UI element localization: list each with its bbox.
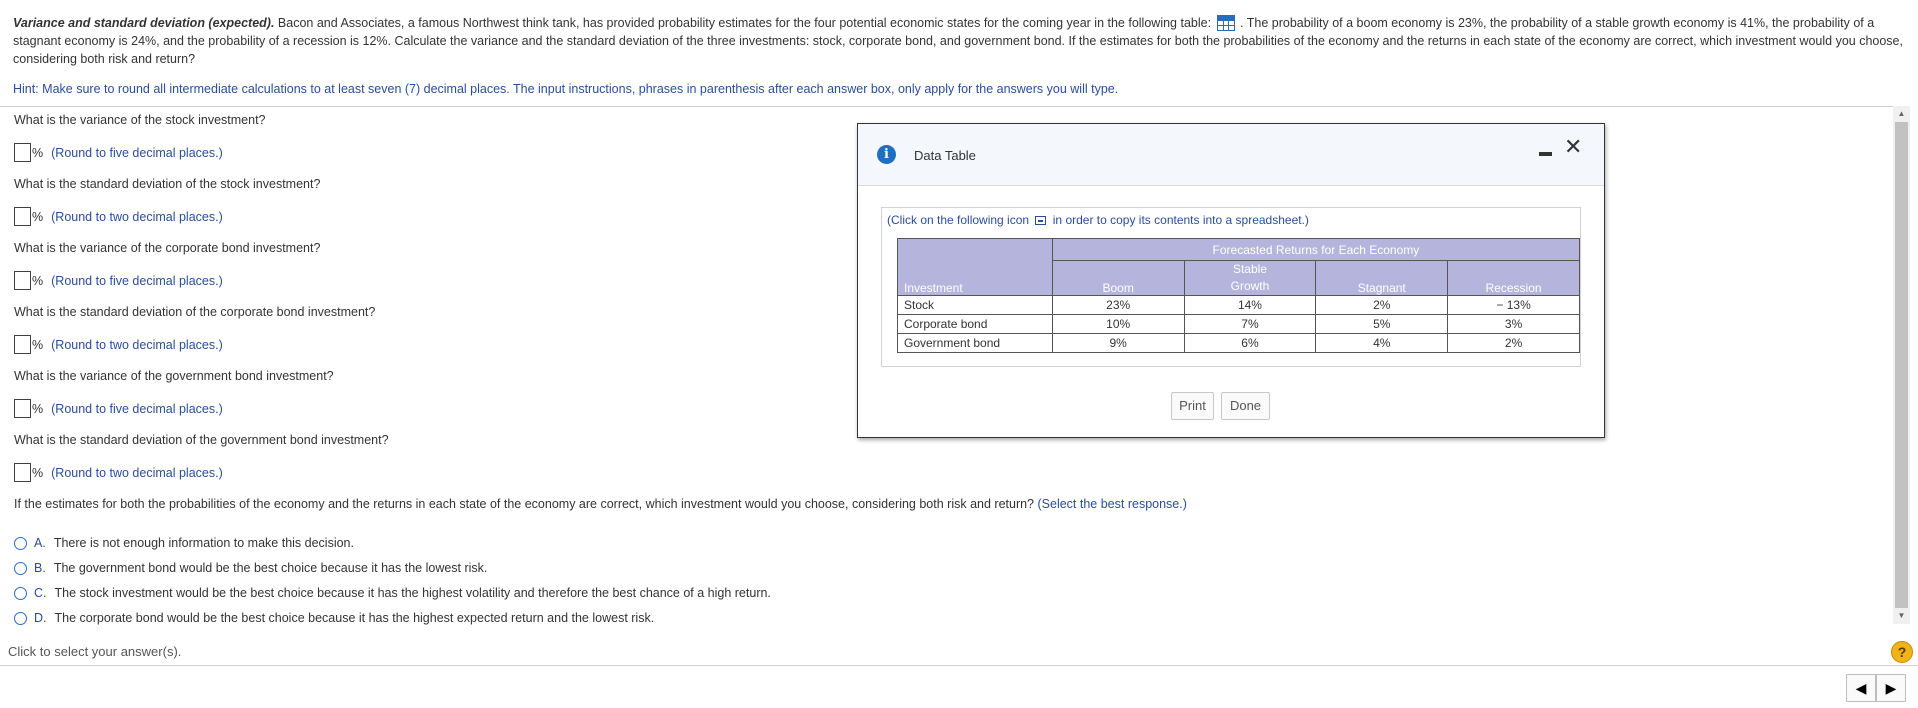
rounding-note: (Round to five decimal places.) (51, 145, 223, 160)
corporate-std-input[interactable] (14, 335, 31, 354)
previous-button[interactable]: ◀ (1846, 674, 1876, 702)
rounding-note: (Round to two decimal places.) (51, 465, 223, 480)
answer-row-government-variance (14, 399, 223, 418)
dialog-header (858, 124, 1604, 186)
header-stable-growth (1184, 261, 1316, 296)
answer-row-corporate-std (14, 335, 223, 354)
government-variance-input[interactable] (14, 399, 31, 418)
option-letter: C. (34, 586, 47, 600)
cell-investment: Government bond (898, 334, 1053, 353)
cell-boom: 9% (1052, 334, 1184, 353)
rounding-note: (Round to five decimal places.) (51, 273, 223, 288)
cell-recession: 2% (1448, 334, 1580, 353)
scroll-up-icon[interactable]: ▲ (1897, 109, 1906, 118)
percent-unit: % (32, 401, 44, 416)
stock-std-input[interactable] (14, 207, 31, 226)
option-a[interactable] (14, 536, 354, 550)
cell-stable-growth: 7% (1184, 315, 1316, 334)
select-note: (Select the best response.) (1037, 497, 1187, 511)
rounding-note: (Round to two decimal places.) (51, 209, 223, 224)
option-text: The corporate bond would be the best choice because it has the highest expected return and the lowest risk. (54, 611, 655, 625)
option-text: The stock investment would be the best choice because it has the highest volatility and therefore the best chance of a high return. (54, 586, 771, 600)
cell-stable-growth: 14% (1184, 296, 1316, 315)
cell-boom: 10% (1052, 315, 1184, 334)
hint-text: Hint: Make sure to round all intermediate calculations to at least seven (7) decimal places. The input instructions, phrases in parenthesis after each answer box, only apply for the answers you will type. (13, 82, 1119, 96)
option-b[interactable] (14, 561, 487, 575)
cell-recession: 3% (1448, 315, 1580, 334)
question-corporate-std: What is the standard deviation of the corporate bond investment? (14, 305, 376, 319)
scrollbar[interactable] (1893, 106, 1910, 624)
table-row (898, 315, 1580, 334)
copy-text-after: in order to copy its contents into a spreadsheet.) (1052, 213, 1309, 227)
question-corporate-variance: What is the variance of the corporate bond investment? (14, 241, 321, 255)
question-government-variance: What is the variance of the government bond investment? (14, 369, 334, 383)
returns-table (897, 238, 1580, 353)
help-icon[interactable]: ? (1891, 641, 1913, 663)
header-recession: Recession (1448, 261, 1580, 296)
done-button[interactable]: Done (1221, 392, 1270, 420)
question-government-std: What is the standard deviation of the government bond investment? (14, 433, 389, 447)
option-letter: B. (34, 561, 46, 575)
percent-unit: % (32, 145, 44, 160)
government-std-input[interactable] (14, 463, 31, 482)
problem-statement (13, 14, 1903, 68)
percent-unit: % (32, 465, 44, 480)
rounding-note: (Round to two decimal places.) (51, 337, 223, 352)
percent-unit: % (32, 209, 44, 224)
problem-text-2: . The probability of a boom economy is 23%, the probability of a stable growth economy is 41%, the probability of a stagnant economy is 24%, and the probability of a recession is 12%. Calculate the variance and the standard deviation of the three investments: stock, corporate bond, and government bond. If the estimates for both the probabilities of the economy and the returns in each state of the economy are correct, which investment would you choose, considering both risk and return? (13, 16, 1903, 66)
radio-button[interactable] (14, 537, 27, 550)
table-container (881, 207, 1581, 367)
option-d[interactable] (14, 611, 654, 625)
cell-stagnant: 4% (1316, 334, 1448, 353)
problem-text-1: Bacon and Associates, a famous Northwest think tank, has provided probability estimates for the four potential economic states for the coming year in the following table: (277, 16, 1212, 30)
answer-row-corporate-variance (14, 271, 223, 290)
minimize-icon[interactable] (1539, 152, 1552, 156)
cell-boom: 23% (1052, 296, 1184, 315)
copy-instruction (887, 213, 1309, 227)
copy-text-before: (Click on the following icon (887, 213, 1030, 227)
divider (0, 106, 1893, 107)
info-icon: i (877, 145, 896, 164)
table-row (898, 296, 1580, 315)
header-growth: Growth (1230, 279, 1270, 293)
print-button[interactable]: Print (1171, 392, 1214, 420)
answer-row-government-std (14, 463, 223, 482)
dialog-title: Data Table (914, 148, 976, 163)
data-table-dialog (857, 123, 1605, 438)
click-hint: Click to select your answer(s). (8, 644, 182, 659)
stock-variance-input[interactable] (14, 143, 31, 162)
header-investment: Investment (898, 261, 1053, 296)
cell-recession: − 13% (1448, 296, 1580, 315)
question-stock-variance: What is the variance of the stock investment? (14, 113, 266, 127)
header-stagnant: Stagnant (1316, 261, 1448, 296)
copy-spreadsheet-icon[interactable] (1035, 216, 1046, 225)
radio-button[interactable] (14, 587, 27, 600)
percent-unit: % (32, 337, 44, 352)
group-header: Forecasted Returns for Each Economy (1052, 239, 1579, 261)
answer-row-stock-variance (14, 143, 223, 162)
cell-stagnant: 2% (1316, 296, 1448, 315)
close-icon[interactable]: ✕ (1564, 134, 1583, 159)
final-question (14, 497, 1187, 511)
option-text: The government bond would be the best choice because it has the lowest risk. (53, 561, 488, 575)
data-table-icon[interactable] (1217, 15, 1235, 31)
scrollbar-thumb[interactable] (1895, 122, 1908, 608)
scroll-down-icon[interactable]: ▼ (1897, 611, 1906, 620)
next-button[interactable]: ▶ (1876, 674, 1906, 702)
answer-row-stock-std (14, 207, 223, 226)
cell-investment: Stock (898, 296, 1053, 315)
rounding-note: (Round to five decimal places.) (51, 401, 223, 416)
option-c[interactable] (14, 586, 771, 600)
radio-button[interactable] (14, 612, 27, 625)
question-stock-std: What is the standard deviation of the stock investment? (14, 177, 321, 191)
corporate-variance-input[interactable] (14, 271, 31, 290)
header-blank (898, 239, 1053, 261)
radio-button[interactable] (14, 562, 27, 575)
option-letter: A. (34, 536, 46, 550)
option-letter: D. (34, 611, 47, 625)
cell-investment: Corporate bond (898, 315, 1053, 334)
footer-divider (0, 665, 1918, 666)
header-stable: Stable (1232, 262, 1267, 276)
cell-stagnant: 5% (1316, 315, 1448, 334)
cell-stable-growth: 6% (1184, 334, 1316, 353)
final-question-text: If the estimates for both the probabilities of the economy and the returns in each state of the economy are correct, which investment would you choose, considering both risk and return? (14, 497, 1035, 511)
percent-unit: % (32, 273, 44, 288)
table-row (898, 334, 1580, 353)
option-text: There is not enough information to make this decision. (53, 536, 354, 550)
problem-title: Variance and standard deviation (expected). (13, 16, 275, 30)
header-boom: Boom (1052, 261, 1184, 296)
